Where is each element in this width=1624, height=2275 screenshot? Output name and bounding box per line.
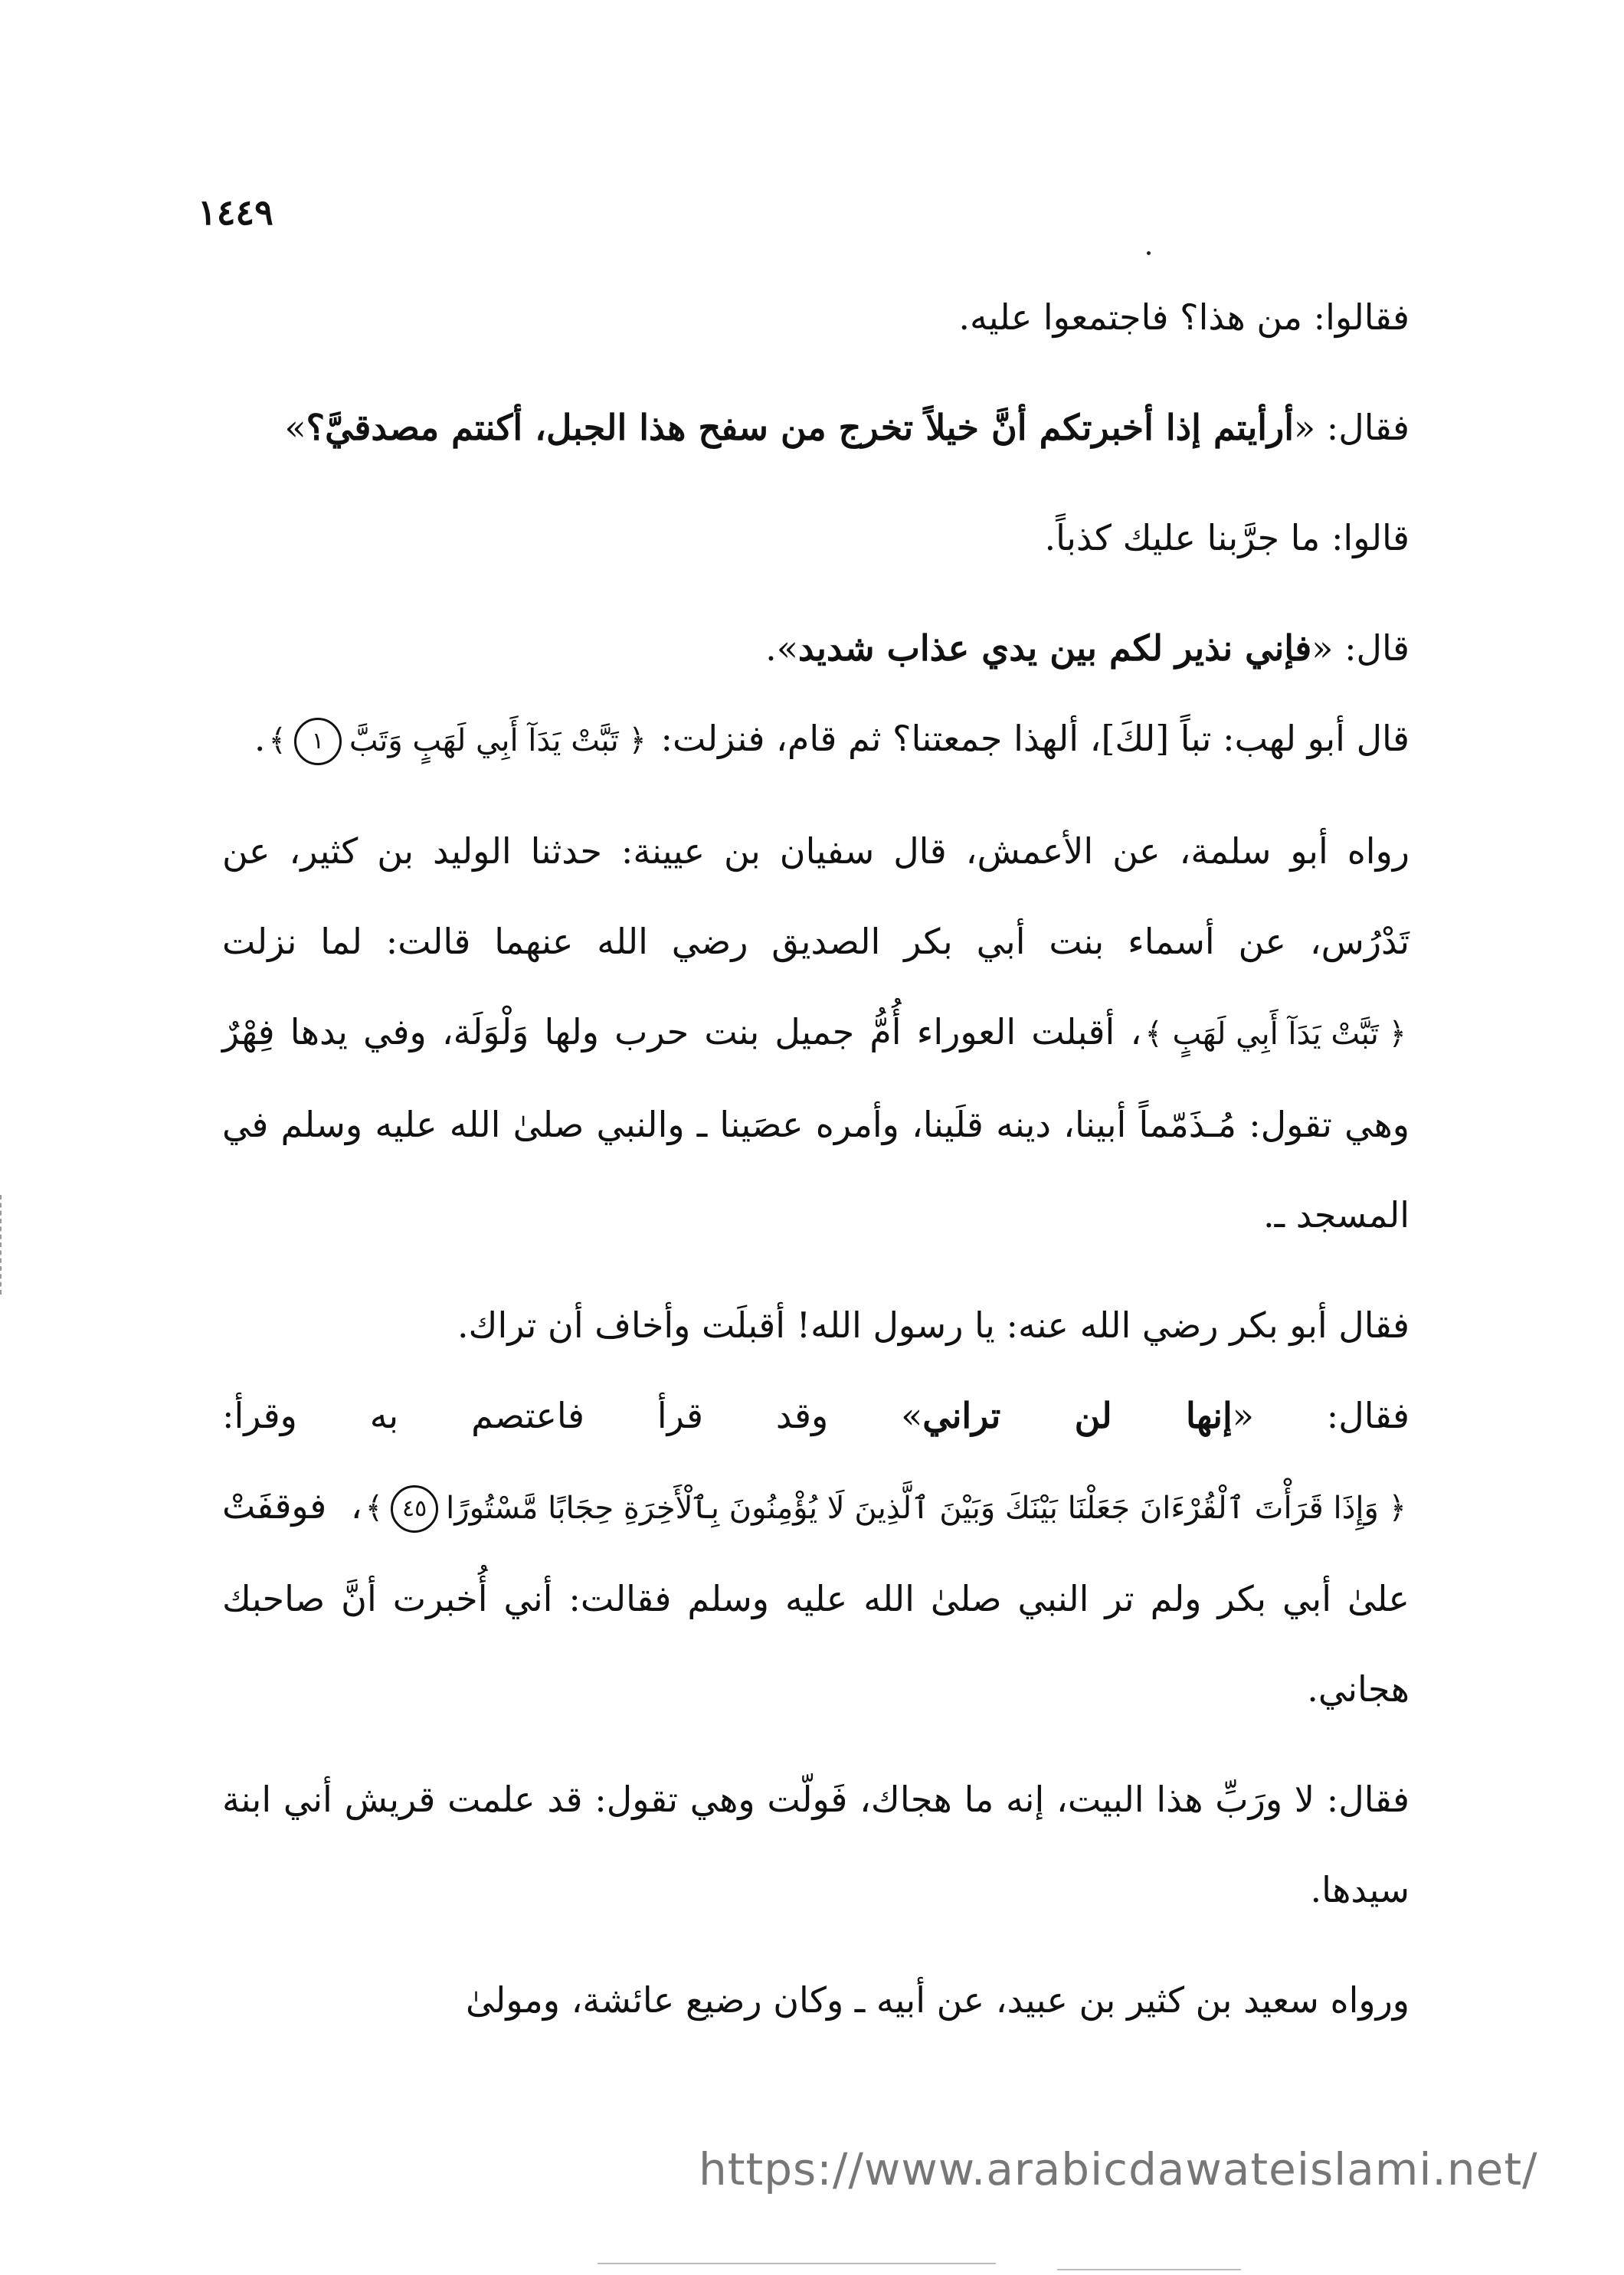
scan-bottom-line [598, 2263, 996, 2264]
quran-verse-end: ﴾ [365, 1491, 384, 1526]
paragraph-6-end: ، أقبلت العوراء أُمُّ جميل بنت حرب ولها وَلْوَلَة، وفي يدها فِهْرٌ وهي تقول: مُـذَمّماً أبينا، دينه قلَينا، وأمره عصَينا ـ والنبي صلىٰ الله عليه وسلم في المسجد ـ. [222, 1011, 1410, 1236]
paragraph-4-close: ». [765, 627, 798, 669]
paragraph-8-mid: » وقد قرأ فاعتصم به وقرأ: [222, 1395, 923, 1436]
paragraph-1 [222, 272, 1410, 362]
paragraph-4 [222, 603, 1410, 693]
paragraph-2-quote: أرأيتم إذا أخبرتكم أنَّ خيلاً تخرج من سفح هذا الجبل، أكنتم مصدقيَّ؟ [306, 407, 1295, 448]
paragraph-4-open: قال: « [1311, 627, 1410, 669]
paragraph-9-text: فقال: لا ورَبِّ هذا البيت، إنه ما هجاك، فَولّت وهي تقول: قد علمت قريش أني ابنة سيدها. [222, 1779, 1410, 1910]
page-body [222, 272, 1410, 2045]
paragraph-8-open: فقال: « [1232, 1395, 1410, 1436]
paragraph-5-text: قال أبو لهب: تباً [لكَ]، ألهذا جمعتنا؟ ثم قام، فنزلت: [649, 718, 1410, 759]
paragraph-10-text: ورواه سعيد بن كثير بن عبيد، عن أبيه ـ وكان رضيع عائشة، ومولىٰ [465, 1979, 1410, 2021]
paragraph-6-text: رواه أبو سلمة، عن الأعمش، قال سفيان بن عيينة: حدثنا الوليد بن كثير، عن تَدْرُس، عن أسماء بنت أبي بكر الصديق رضي الله عنهما قالت: لما نزلت [222, 830, 1410, 962]
paragraph-2-open: فقال: « [1294, 407, 1410, 448]
paragraph-7 [222, 1280, 1410, 1370]
paragraph-1-text: فقالوا: من هذا؟ فاجتمعوا عليه. [958, 296, 1410, 338]
quran-verse: ﴿ تَبَّتْ يَدَآ أَبِي لَهَبٍ وَتَبَّ [349, 723, 647, 758]
paragraph-8-end: ، فوقفَتْ علىٰ أبي بكر ولم تر النبي صلىٰ الله عليه وسلم فقالت: أني أُخبرت أنَّ صاحبك هجاني. [222, 1485, 1410, 1710]
scan-bottom-line [1057, 2269, 1241, 2270]
scan-edge-marks [0, 1195, 6, 1295]
paragraph-8 [222, 1370, 1410, 1734]
paragraph-3-text: قالوا: ما جرَّبنا عليك كذباً. [1044, 517, 1410, 558]
paragraph-3 [222, 493, 1410, 583]
scan-speck [1147, 251, 1151, 255]
paragraph-9 [222, 1754, 1410, 1935]
paragraph-2 [222, 382, 1410, 473]
paragraph-7-text: فقال أبو بكر رضي الله عنه: يا رسول الله! أقبلَت وأخاف أن تراك. [457, 1304, 1410, 1346]
watermark-url: https://www.arabicdawateislami.net/ [699, 2143, 1538, 2195]
quran-verse: ﴿ تَبَّتْ يَدَآ أَبِي لَهَبٍ ﴾ [1144, 1016, 1406, 1052]
paragraph-5 [222, 693, 1410, 786]
paragraph-5-end: . [254, 718, 266, 759]
paragraph-2-close: » [284, 407, 306, 448]
paragraph-4-quote: فإني نذير لكم بين يدي عذاب شديد [797, 627, 1312, 669]
paragraph-8-quote: إنها لن تراني [922, 1395, 1233, 1436]
verse-number-marker: ١ [294, 718, 342, 765]
quran-verse-end: ﴾ [268, 723, 286, 758]
page-number: ١٤٤٩ [198, 191, 273, 233]
paragraph-6 [222, 806, 1410, 1260]
quran-verse: ﴿ وَإِذَا قَرَأْتَ ٱلْقُرْءَانَ جَعَلْنَا بَيْنَكَ وَبَيْنَ ٱلَّذِينَ لَا يُؤْمِنُونَ بِٱلْأَخِرَةِ حِجَابًا مَّسْتُورًا [446, 1491, 1406, 1526]
paragraph-10 [222, 1955, 1410, 2045]
verse-number-marker: ٤٥ [391, 1485, 438, 1533]
